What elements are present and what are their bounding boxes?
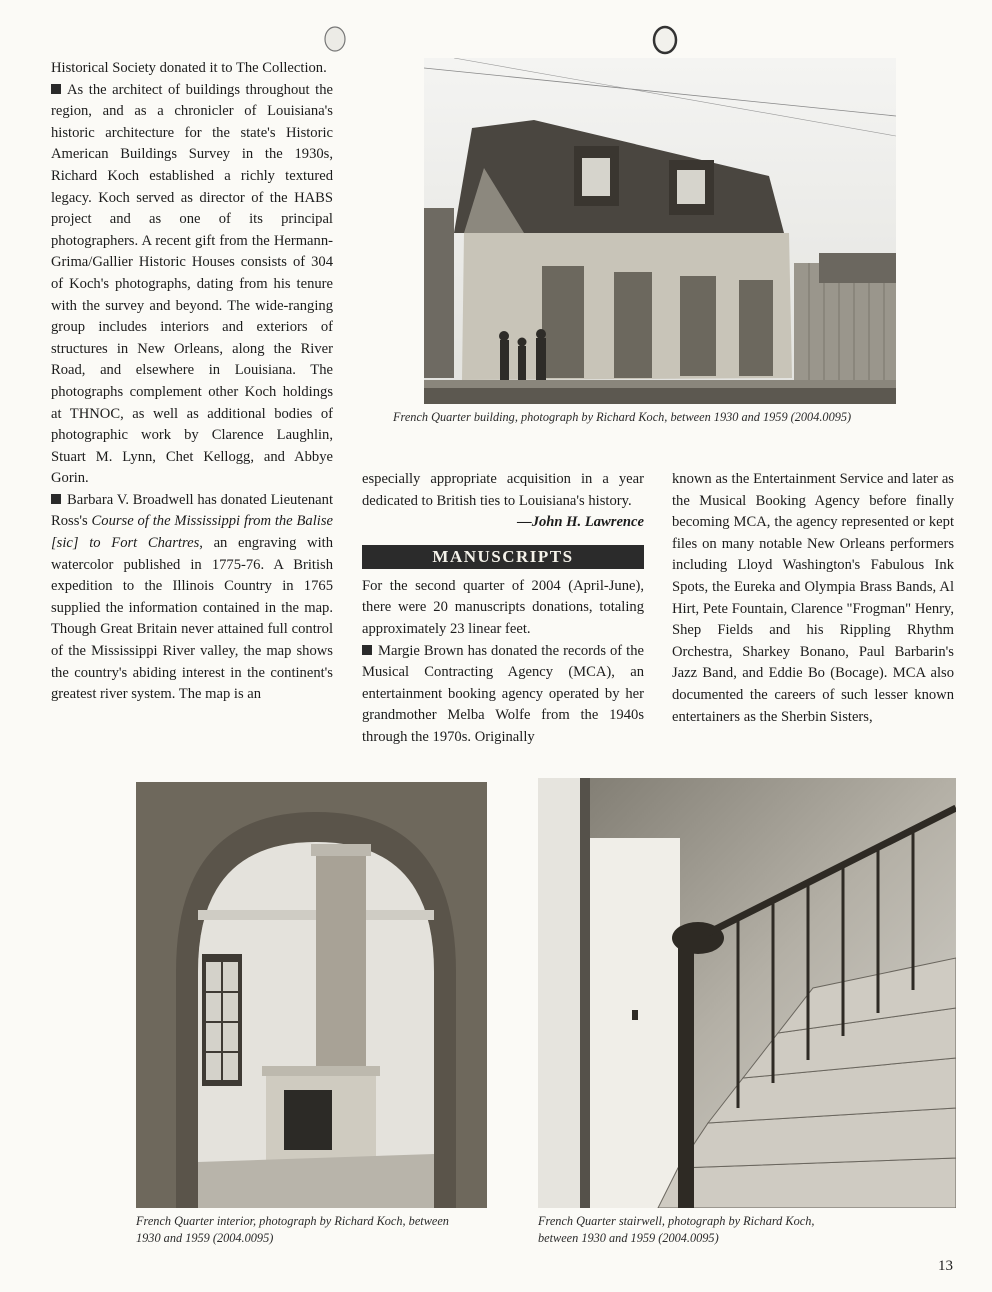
caption-bottom-right-photo: French Quarter stairwell, photograph by Richard Koch, between 1930 and 1959 (2004.0095) — [538, 1214, 815, 1245]
binder-hole-left — [322, 24, 348, 54]
text-column-3 — [672, 469, 954, 728]
paragraph: Barbara V. Broadwell has donated Lieutenant Ross's Course of the Mississippi from the Balise [sic] to Fort Chartres, an engraving with watercolor published in 1775-76. A British expedition to the Illinois Country in 1765 supplied the information contained in the map. Though Great Britain never attained full control of the Mississippi River valley, the map shows the country's abiding interest in the continent's greatest river system. The map is an — [51, 491, 333, 703]
paragraph: As the architect of buildings throughout the region, and as a chronicler of Louisiana's historic architecture for the state's Historic American Buildings Survey in the 1930s, Richard Koch established a richly textured legacy. Koch served as director of the HABS project and as one of its principal photographers. A recent gift from the Hermann-Grima/Gallier Historic Houses consists of 304 of Koch's photographs, dating from his tenure with the survey and beyond. The wide-ranging group includes interiors and exteriors of structures in New Orleans, along the River Road, and elsewhere in Louisiana. The photographs complement other Koch holdings at THNOC, as well as additional bodies of photographic work by Clarence Laughlin, Stuart M. Lynn, Chet Kellogg, and Abbye Gorin. — [51, 81, 333, 487]
paragraph: especially appropriate acquisition in a year dedicated to British ties to Louisiana's history. — [362, 471, 644, 509]
bullet-square-icon — [362, 645, 372, 655]
caption-bottom-left-photo: French Quarter interior, photograph by Richard Koch, between 1930 and 1959 (2004.0095) — [136, 1214, 449, 1245]
paragraph: Historical Society donated it to The Collection. — [51, 60, 327, 76]
binder-hole-right — [650, 24, 680, 56]
photo-french-quarter-building — [424, 58, 896, 404]
caption-top-photo: French Quarter building, photograph by Richard Koch, between 1930 and 1959 (2004.0095) — [393, 410, 852, 424]
page-number: 13 — [938, 1258, 953, 1274]
bullet-square-icon — [51, 494, 61, 504]
photo-french-quarter-stairwell — [538, 778, 956, 1208]
paragraph: For the second quarter of 2004 (April-June), there were 20 manuscripts donations, totaling approximately 23 linear feet. — [362, 577, 644, 637]
text-column-2 — [362, 469, 644, 749]
photo-french-quarter-interior — [136, 782, 487, 1208]
signature: —John H. Lawrence — [517, 514, 644, 531]
section-heading-manuscripts: MANUSCRIPTS — [362, 545, 644, 569]
bullet-square-icon — [51, 84, 61, 94]
text-column-1 — [51, 58, 333, 706]
paragraph: Margie Brown has donated the records of the Musical Contracting Agency (MCA), an entertainment booking agency operated by her grandmother Melba Wolfe from the 1940s through the 1970s. Originally — [362, 642, 644, 745]
paragraph: known as the Entertainment Service and later as the Musical Booking Agency before finally becoming MCA, the agency represented or kept files on many notable New Orleans performers including Lloyd Washington's Fabulous Ink Spots, the Eureka and Olympia Brass Bands, Al Hirt, Pete Fountain, Clarence "Frogman" Henry, Shep Fields and his Rippling Rhythm Orchestra, Sharkey Bonano, Paul Barbarin's Jazz Band, and Eddie Bo (Bocage). MCA also documented the careers of such lesser known entertainers as the Sherbin Sisters, — [672, 471, 954, 725]
